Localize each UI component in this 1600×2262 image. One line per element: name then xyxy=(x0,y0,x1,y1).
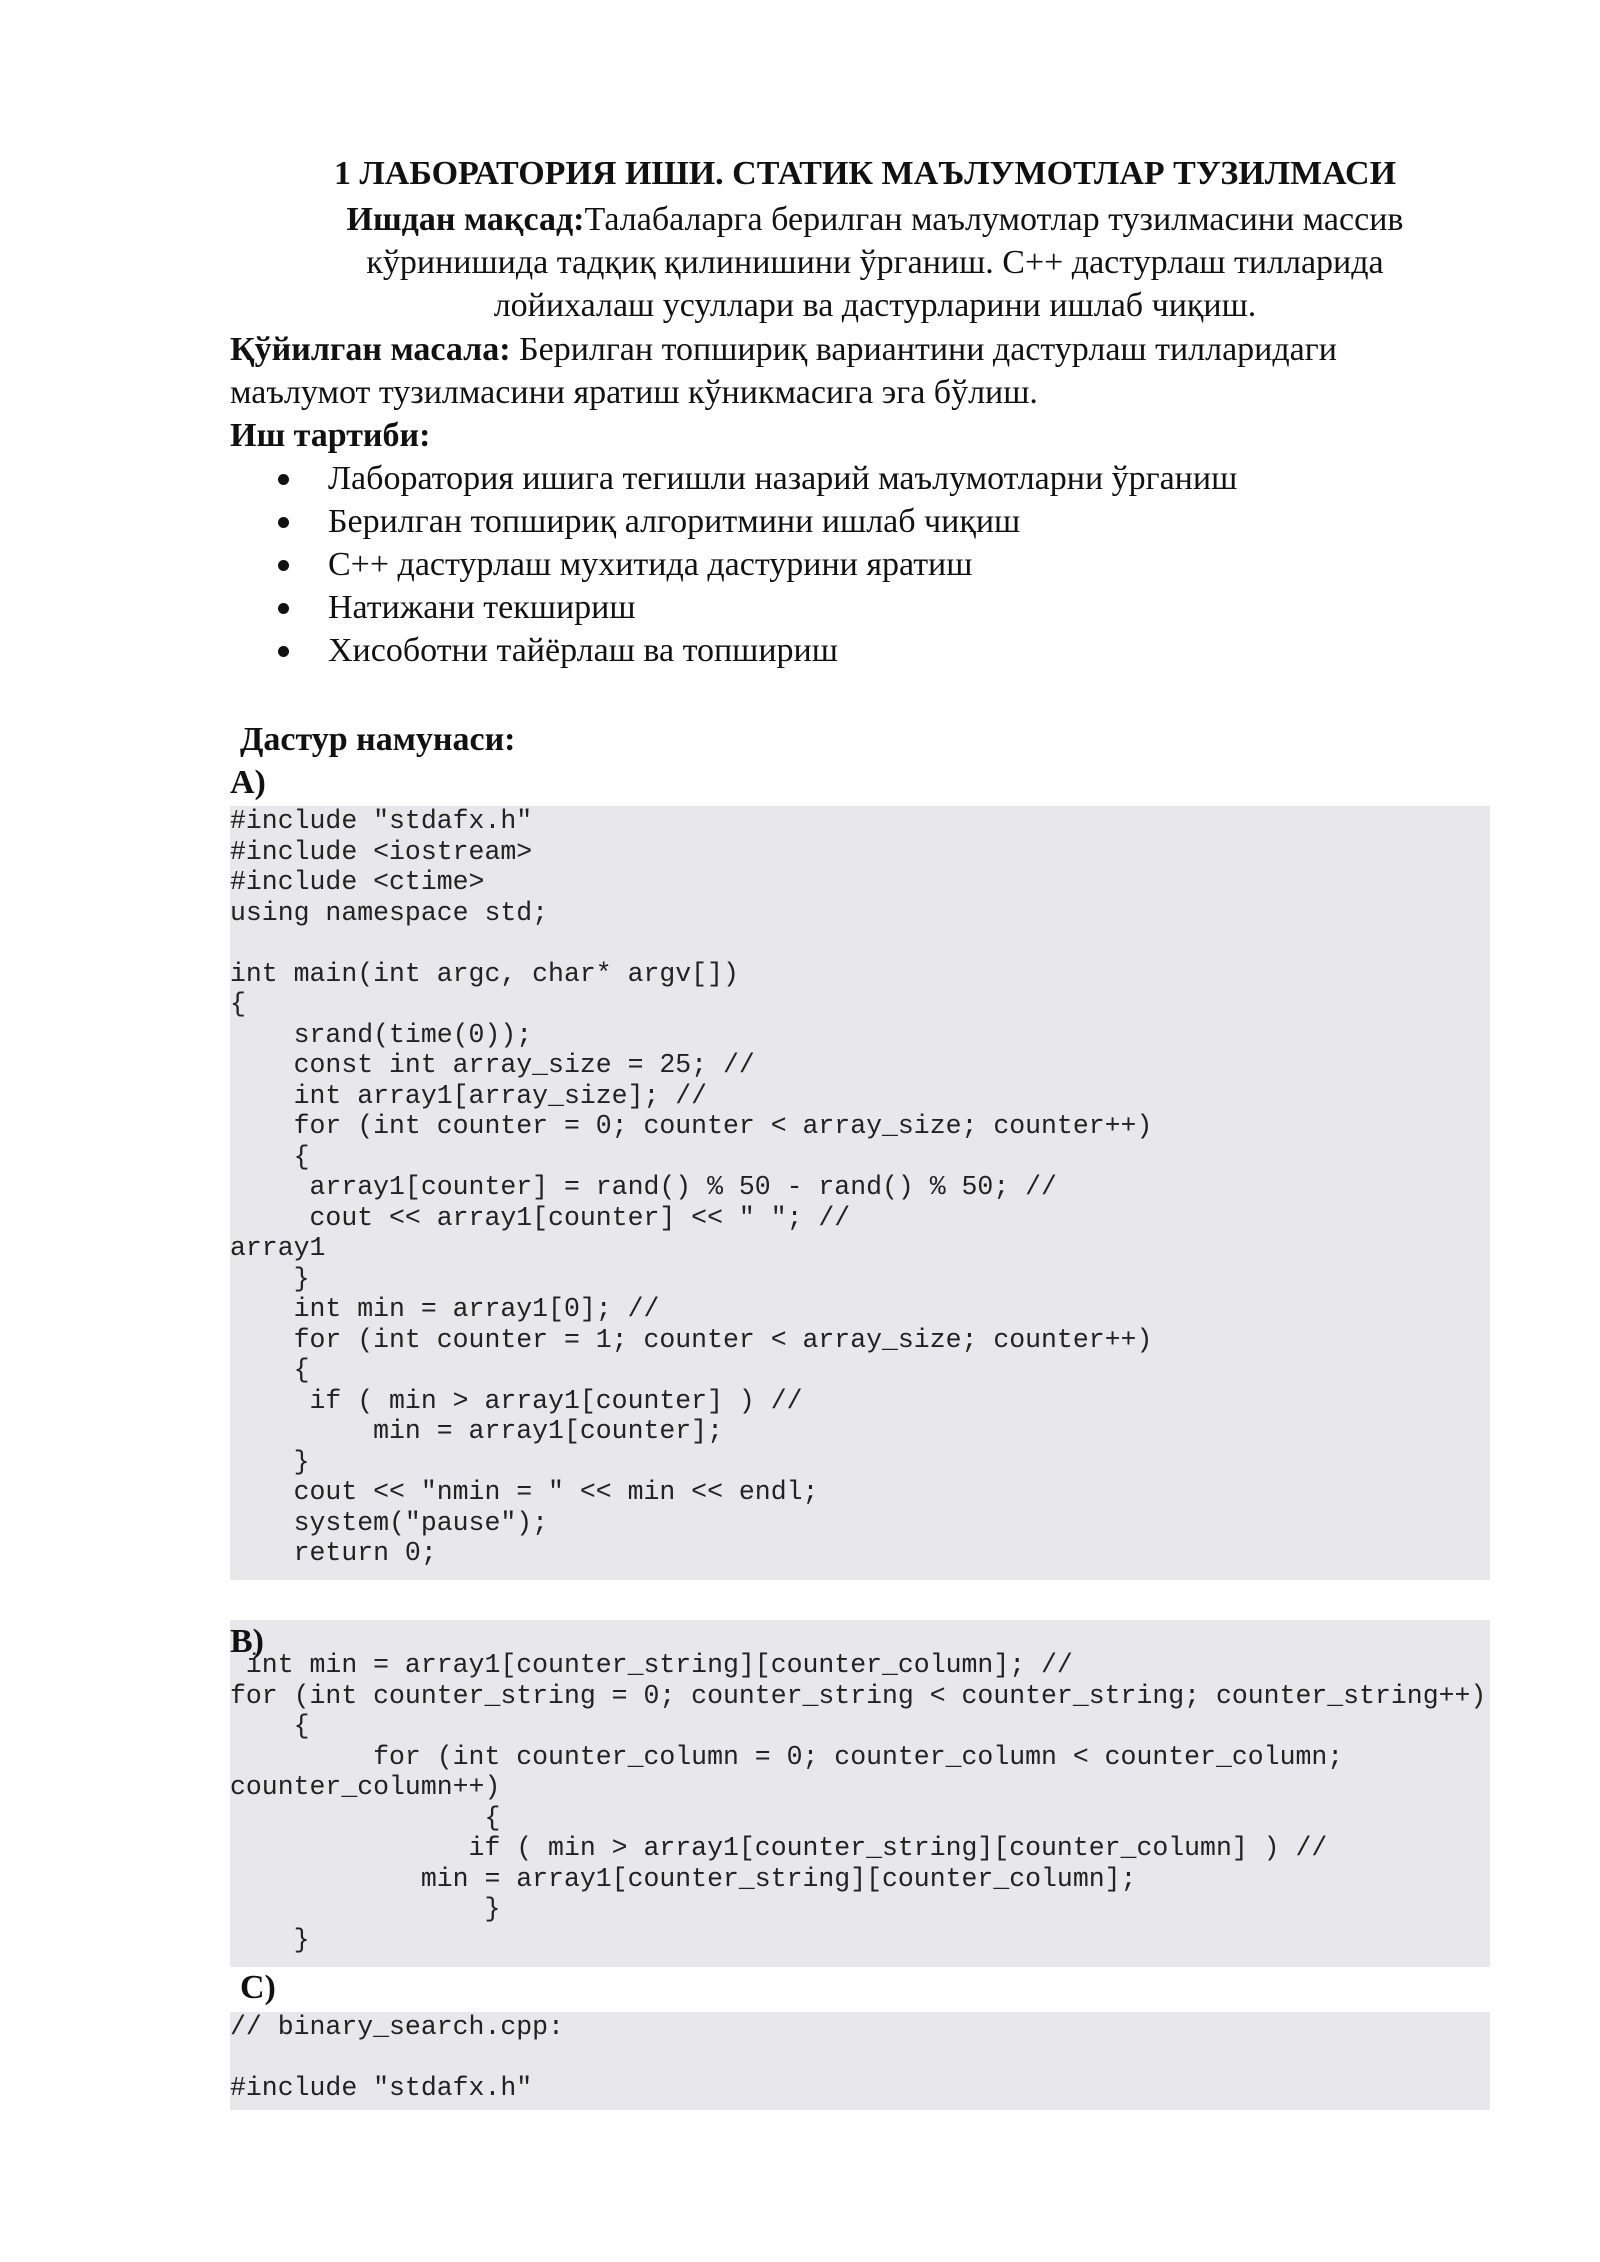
goal-line-2: кўринишида тадқиқ қилинишини ўрганиш. С++ дастурлаш тилларида xyxy=(366,244,1384,281)
list-item xyxy=(230,629,1237,672)
bullet-icon xyxy=(278,646,289,657)
goal-paragraph xyxy=(250,198,1500,327)
sample-heading: Дастур намунаси: xyxy=(240,721,516,758)
goal-line-1 xyxy=(250,198,1500,241)
task-line-2: маълумот тузилмасини яратиш кўникмасига эга бўлиш. xyxy=(230,374,1038,411)
step-text: С++ дастурлаш мухитида дастурини яратиш xyxy=(328,546,973,583)
order-heading: Иш тартиби: xyxy=(230,417,431,454)
list-item xyxy=(230,586,1237,629)
code-block-a xyxy=(230,806,1490,1580)
goal-text-1: Талабаларга берилган маълумотлар тузилмасини массив xyxy=(584,201,1404,238)
bullet-icon xyxy=(278,474,289,485)
code-a: #include "stdafx.h" #include <iostream> #include <ctime> using namespace std; int main(int argc, char* argv[]) { srand(time(0)); const int array_size = 25; // int array1[array_size]; // for (int counter = 0; counter < array_size; counter++) { array1[counter] = rand() % 50 - rand() % 50; // cout << array1[counter] << " "; // array1 } int min = array1[0]; // for (int counter = 1; counter < array_size; counter++) { if ( min > array1[counter] ) // min = array1[counter]; } cout << "nmin = " << min << endl; system("pause"); return 0; xyxy=(230,806,1153,1568)
step-text: Берилган топшириқ алгоритмини ишлаб чиқиш xyxy=(328,503,1021,540)
bullet-icon xyxy=(278,517,289,528)
goal-label: Ишдан мақсад: xyxy=(346,201,585,238)
step-text: Лаборатория ишига тегишли назарий маълумотларни ўрганиш xyxy=(328,460,1238,497)
example-b-label: B) xyxy=(230,1623,264,1660)
steps-list xyxy=(230,457,1237,672)
code-block-b xyxy=(230,1620,1490,1967)
task-label: Қўйилган масала: xyxy=(230,331,511,368)
task-paragraph xyxy=(230,328,1530,414)
example-a-label: A) xyxy=(230,764,266,801)
example-c-label: C) xyxy=(240,1969,276,2006)
bullet-icon xyxy=(278,560,289,571)
list-item xyxy=(230,500,1237,543)
bullet-icon xyxy=(278,603,289,614)
code-c: // binary_search.cpp: #include "stdafx.h" xyxy=(230,2012,564,2103)
code-b: int min = array1[counter_string][counter_column]; // for (int counter_string = 0; counter_string < counter_string; counter_string++) { for (int counter_column = 0; counter_column < counter_column; counter_column++) { if ( min > array1[counter_string][counter_column] ) // min = array1[counter_string][counter_column]; } } xyxy=(230,1650,1487,1955)
page-title: 1 ЛАБОРАТОРИЯ ИШИ. СТАТИК МАЪЛУМОТЛАР ТУЗИЛМАСИ xyxy=(333,155,1397,192)
task-text-1: Берилган топшириқ вариантини дастурлаш тилларидаги xyxy=(510,331,1337,368)
step-text: Хисоботни тайёрлаш ва топшириш xyxy=(328,632,838,669)
list-item xyxy=(230,543,1237,586)
step-text: Натижани текшириш xyxy=(328,589,636,626)
code-block-c xyxy=(230,2012,1490,2110)
goal-line-3: лойихалаш усуллари ва дастурларини ишлаб чиқиш. xyxy=(493,287,1257,324)
list-item xyxy=(230,457,1237,500)
task-line-1 xyxy=(230,328,1530,371)
